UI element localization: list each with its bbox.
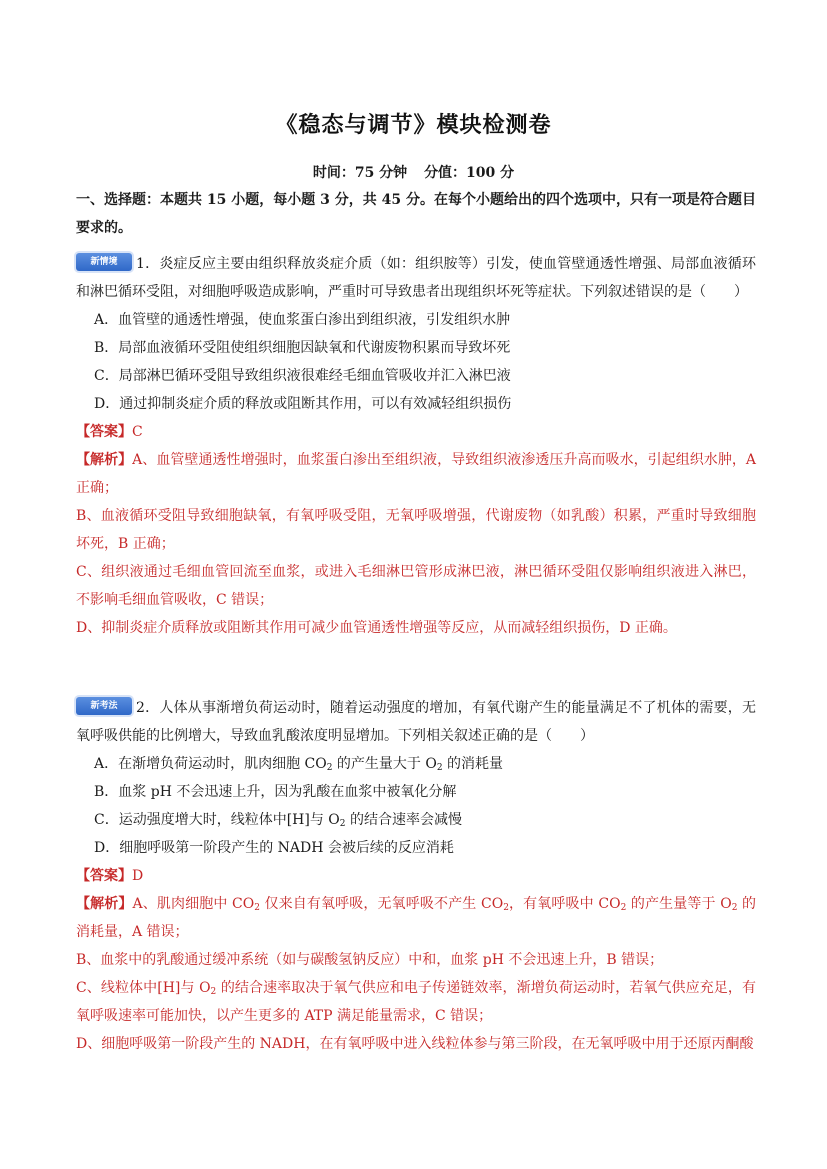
question-2: [76, 694, 756, 1058]
q1-option-c: C．局部淋巴循环受阻导致组织液很难经毛细血管吸收并汇入淋巴液: [94, 368, 511, 384]
q1-analysis-d: D、抑制炎症介质释放或阻断其作用可减少血管通透性增强等反应，从而减轻组织损伤，D 正确。: [76, 620, 677, 636]
q2-analysis-c: C、线粒体中[H]与 $O_2$ 的结合速率取决于氧气供应和电子传递链效率，渐增负荷运动时，若氧气供应充足，有氧呼吸速率可能加快，以产生更多的 ATP 满足能量需求，C 错误；: [76, 980, 756, 1024]
answer-value: D: [132, 868, 144, 884]
new-context-badge: 新情境: [76, 253, 132, 271]
q2-option-b: B．血浆 pH 不会迅速上升，因为乳酸在血浆中被氧化分解: [94, 784, 457, 800]
q1-answer: [76, 418, 756, 446]
exam-meta: [0, 162, 827, 182]
section-heading: 一、选择题：本题共 15 小题，每小题 3 分，共 45 分。在每个小题给出的四个选项中，只有一项是符合题目要求的。: [76, 192, 756, 236]
question-1: [76, 250, 756, 642]
exam-time: 时间：75 分钟: [312, 165, 408, 181]
q2-option-c: C．运动强度增大时，线粒体中[H]与 $O_2$ 的结合速率会减慢: [94, 812, 462, 829]
q2-option-d: D．细胞呼吸第一阶段产生的 NADH 会被后续的反应消耗: [94, 840, 454, 856]
q1-analysis-b: B、血液循环受阻导致细胞缺氧，有氧呼吸受阻，无氧呼吸增强，代谢废物（如乳酸）积累，严重时导致细胞坏死，B 正确；: [76, 508, 756, 552]
question-1-stem: [76, 250, 756, 306]
analysis-label: 【解析】: [76, 452, 133, 468]
q2-option-a: A．在渐增负荷运动时，肌肉细胞 $CO_2$ 的产生量大于 $O_2$ 的消耗量: [94, 756, 504, 773]
q2-analysis-a: 【解析】A、肌肉细胞中 $CO_2$ 仅来自有氧呼吸，无氧呼吸不产生 $CO_2$，有氧呼吸中 $CO_2$ 的产生量等于 $O_2$ 的消耗量，A 错误；: [76, 896, 756, 940]
new-method-badge: 新考法: [76, 697, 132, 715]
answer-value: C: [132, 424, 143, 440]
q2-analysis-b: B、血浆中的乳酸通过缓冲系统（如与碳酸氢钠反应）中和，血浆 pH 不会迅速上升，B 错误；: [76, 952, 664, 968]
q1-analysis-a: 【解析】A、血管壁通透性增强时，血浆蛋白渗出至组织液，导致组织液渗透压升高而吸水，引起组织水肿，A 正确；: [76, 452, 757, 496]
analysis-label: 【解析】: [76, 896, 133, 912]
q2-analysis: [76, 890, 756, 1058]
q1-option-b: B．局部血液循环受阻使组织细胞因缺氧和代谢废物积累而导致坏死: [94, 340, 511, 356]
q1-analysis-c: C、组织液通过毛细血管回流至血浆，或进入毛细淋巴管形成淋巴液，淋巴循环受阻仅影响组织液进入淋巴，不影响毛细血管吸收，C 错误；: [76, 564, 756, 608]
exam-score: 分值：100 分: [424, 165, 515, 181]
q2-analysis-d: D、细胞呼吸第一阶段产生的 NADH，在有氧呼吸中进入线粒体参与第三阶段，在无氧呼吸中用于还原丙酮酸: [76, 1036, 754, 1052]
question-1-text: 1．炎症反应主要由组织释放炎症介质（如：组织胺等）引发，使血管壁通透性增强、局部血液循环和淋巴循环受阻，对细胞呼吸造成影响，严重时可导致患者出现组织坏死等症状。下列叙述错误的是（ ）: [76, 256, 756, 300]
answer-label: 【答案】: [76, 424, 132, 440]
question-2-stem: [76, 694, 756, 750]
question-2-text: 2．人体从事渐增负荷运动时，随着运动强度的增加，有氧代谢产生的能量满足不了机体的需要，无氧呼吸供能的比例增大，导致血乳酸浓度明显增加。下列相关叙述正确的是（ ）: [76, 700, 756, 744]
page-title: 《稳态与调节》模块检测卷: [275, 113, 552, 138]
answer-label: 【答案】: [76, 868, 132, 884]
q1-option-d: D．通过抑制炎症介质的释放或阻断其作用，可以有效减轻组织损伤: [94, 396, 512, 412]
q1-analysis: [76, 446, 756, 642]
q1-option-a: A．血管壁的通透性增强，使血浆蛋白渗出到组织液，引发组织水肿: [94, 312, 511, 328]
q2-answer: [76, 862, 756, 890]
